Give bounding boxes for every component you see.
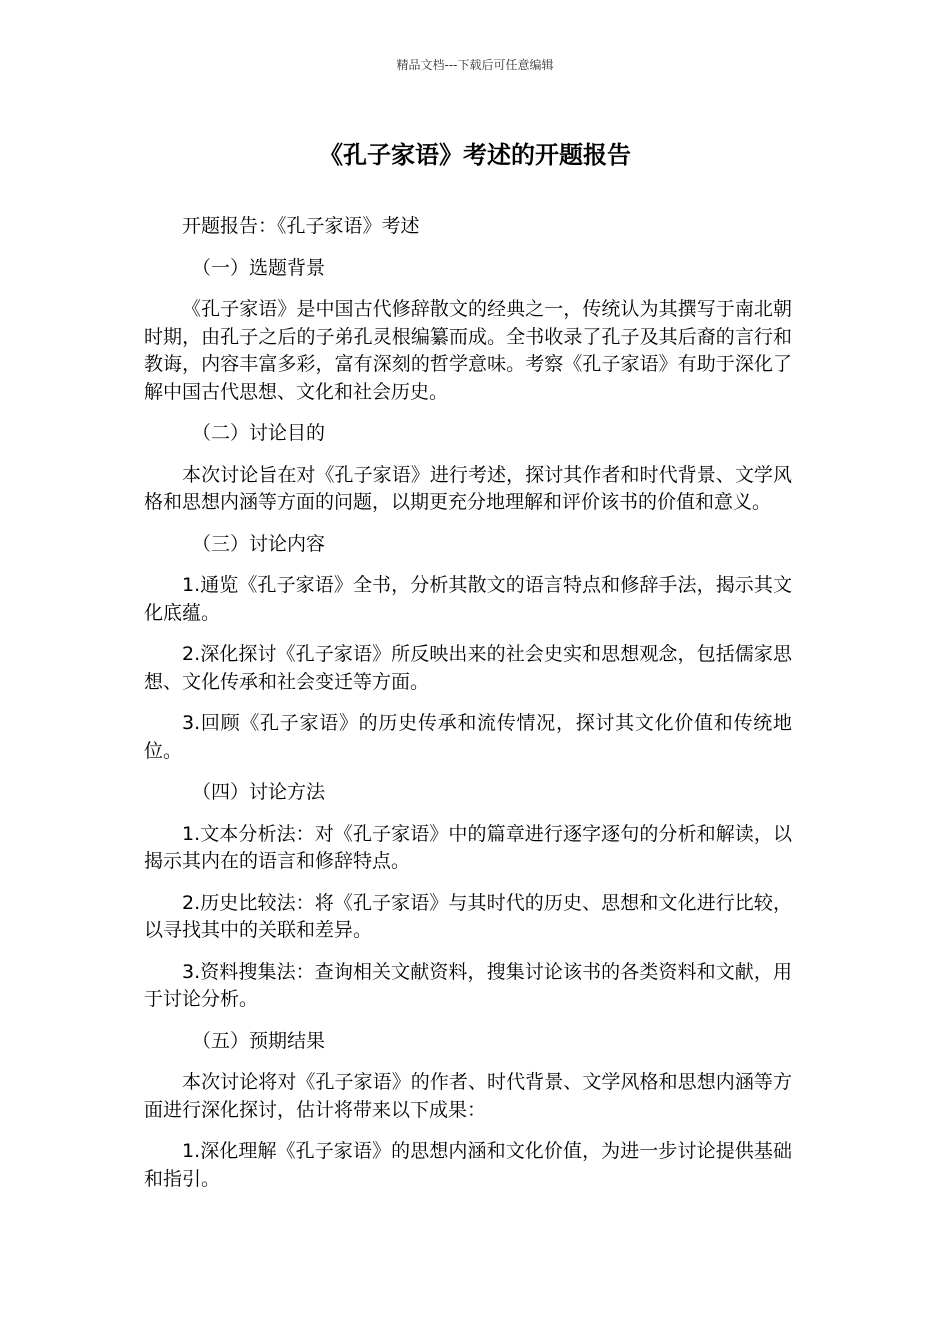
report-subject-line: 开题报告：《孔子家语》考述 [182, 215, 420, 237]
method-item-3: 3.资料搜集法：查询相关文献资料，搜集讨论该书的各类资料和文献，用于讨论分析。 [144, 960, 792, 1010]
document-body [144, 213, 792, 1207]
content-item-2: 2.深化探讨《孔子家语》所反映出来的社会史实和思想观念，包括儒家思想、文化传承和社会变迁等方面。 [144, 643, 792, 693]
content-item-3: 3.回顾《孔子家语》的历史传承和流传情况，探讨其文化价值和传统地位。 [144, 712, 792, 762]
paragraph-expected-results: 本次讨论将对《孔子家语》的作者、时代背景、文学风格和思想内涵等方面进行深化探讨，估计将带来以下成果： [144, 1071, 792, 1121]
paragraph-purpose: 本次讨论旨在对《孔子家语》进行考述，探讨其作者和时代背景、文学风格和思想内涵等方面的问题，以期更充分地理解和评价该书的价值和意义。 [144, 463, 792, 513]
section-heading-methods: （四）讨论方法 [192, 781, 326, 803]
paragraph-background: 《孔子家语》是中国古代修辞散文的经典之一，传统认为其撰写于南北朝时期，由孔子之后的子弟孔灵根编纂而成。全书收录了孔子及其后裔的言行和教诲，内容丰富多彩，富有深刻的哲学意味。考察《孔子家语》有助于深化了解中国古代思想、文化和社会历史。 [144, 298, 792, 403]
document-title: 《孔子家语》考述的开题报告 [319, 141, 631, 169]
content-item-1: 1.通览《孔子家语》全书，分析其散文的语言特点和修辞手法，揭示其文化底蕴。 [144, 574, 792, 624]
method-item-1: 1.文本分析法：对《孔子家语》中的篇章进行逐字逐句的分析和解读，以揭示其内在的语言和修辞特点。 [144, 822, 792, 872]
section-heading-expected-results: （五）预期结果 [192, 1029, 326, 1052]
section-heading-purpose: （二）讨论目的 [192, 422, 326, 444]
method-item-2: 2.历史比较法：将《孔子家语》与其时代的历史、思想和文化进行比较，以寻找其中的关联和差异。 [144, 891, 792, 941]
page-header: 精品文档---下载后可任意编辑 [396, 58, 554, 72]
section-heading-background: （一）选题背景 [192, 256, 326, 279]
section-heading-content: （三）讨论内容 [192, 532, 326, 555]
result-item-1: 1.深化理解《孔子家语》的思想内涵和文化价值，为进一步讨论提供基础和指引。 [144, 1140, 792, 1190]
